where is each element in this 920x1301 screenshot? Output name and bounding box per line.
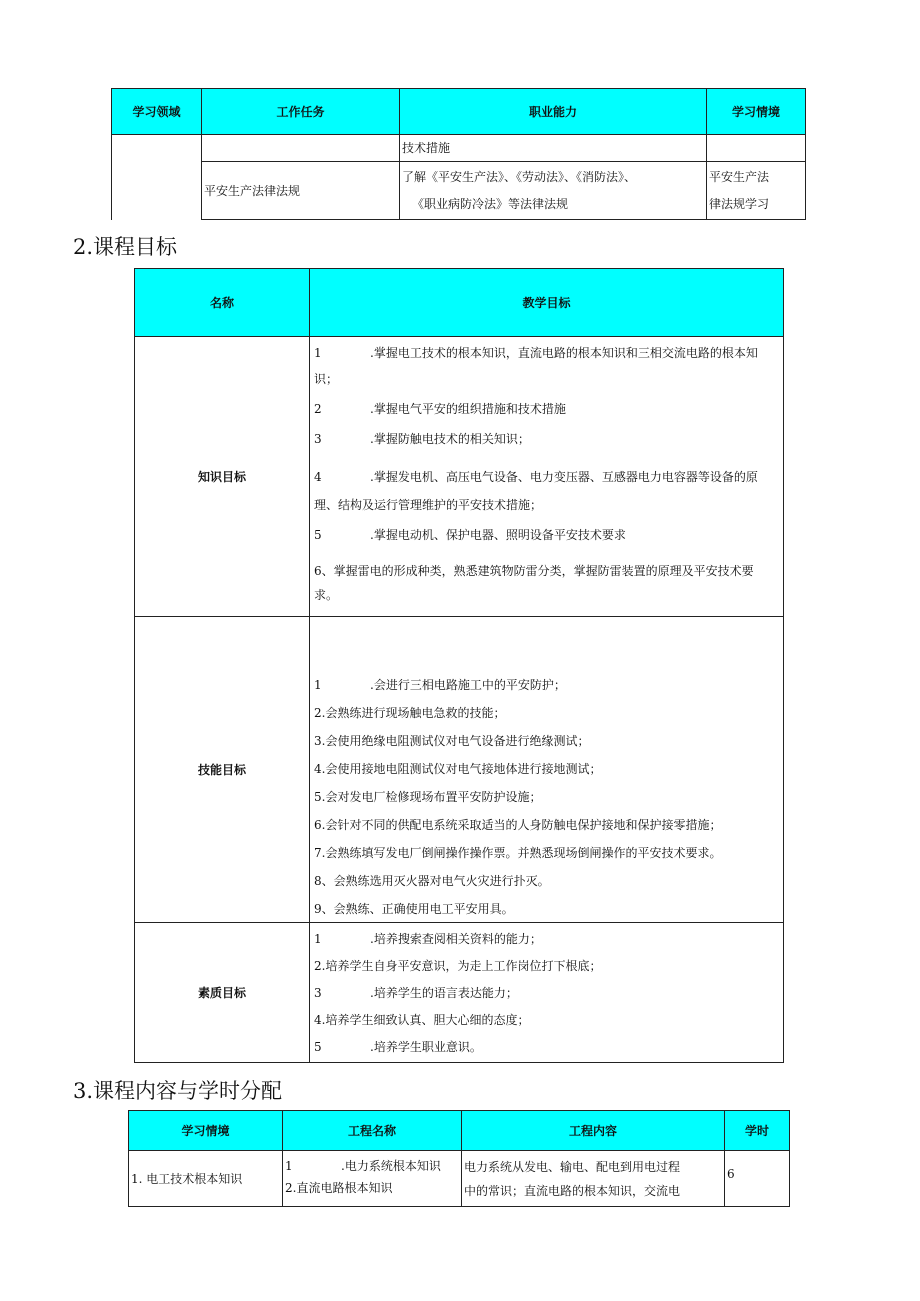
career-table [111, 88, 806, 220]
goal-num: 3 [314, 986, 322, 1000]
goal-text: .掌握电气平安的组织措施和技术措施 [370, 402, 566, 416]
goal-item: 5.会对发电厂检修现场布置平安防护设施； [314, 790, 542, 804]
goal-item: 7.会熟练填写发电厂倒闸操作操作票。并熟悉现场倒闸操作的平安技术要求。 [314, 846, 722, 860]
project-text: .电力系统根本知识 [341, 1159, 441, 1173]
goal-text: .掌握防触电技术的相关知识； [370, 432, 530, 446]
header-hours: 学时 [725, 1111, 790, 1151]
work-task-cell: 平安生产法律法规 [202, 162, 400, 220]
goal-text: .掌握电动机、保护电器、照明设备平安技术要求 [370, 528, 626, 542]
goal-num: 5 [314, 1040, 322, 1054]
situation-cell [707, 162, 806, 220]
goal-num: 2 [314, 402, 322, 416]
goal-item: 2.培养学生自身平安意识，为走上工作岗位打下根底； [314, 959, 602, 973]
ability-line: 《职业病防冷法》等法律法规 [412, 196, 569, 211]
header-work-task: 工作任务 [202, 89, 400, 135]
goal-num: 1 [314, 932, 322, 946]
goal-item [314, 675, 779, 695]
goal-item-cont: 识； [314, 372, 339, 386]
goal-item: 4.培养学生细致认真、胆大心细的态度； [314, 1013, 530, 1027]
ability-line: 了解《平安生产法》、《劳动法》、《消防法》、 [402, 169, 637, 184]
header-name: 名称 [135, 269, 310, 337]
header-learning-situation: 学习情境 [129, 1111, 283, 1151]
situation-line: 律法规学习 [709, 196, 770, 211]
goal-item: 8、会熟练选用灭火器对电气火灾进行扑灭。 [314, 874, 550, 888]
goal-text: .掌握发电机、高压电气设备、电力变压器、互感器电力电容器等设备的原 [370, 470, 758, 484]
goal-item [314, 467, 779, 487]
skill-goal-content [310, 617, 784, 923]
situation-cell: 1. 电工技术根本知识 [129, 1151, 283, 1207]
goal-item: 6.会针对不同的供配电系统采取适当的人身防触电保护接地和保护接零措施； [314, 818, 722, 832]
work-task-cell [202, 135, 400, 162]
goals-table [134, 268, 784, 1063]
project-item: 2.直流电路根本知识 [285, 1181, 393, 1195]
goal-item [314, 525, 779, 545]
header-career-ability: 职业能力 [400, 89, 707, 135]
goal-text: .培养搜索查阅相关资料的能力； [370, 932, 542, 946]
goal-item: 4.会使用接地电阻测试仪对电气接地体进行接地测试； [314, 762, 602, 776]
situation-line: 平安生产法 [709, 169, 770, 184]
goal-item: 3.会使用绝缘电阻测试仪对电气设备进行绝缘测试； [314, 734, 590, 748]
goal-item: 2.会熟练进行现场触电急救的技能； [314, 706, 506, 720]
project-name-cell [283, 1151, 462, 1207]
goal-text: .培养学生的语言表达能力； [370, 986, 518, 1000]
ability-cell [400, 162, 707, 220]
knowledge-goal-content [310, 337, 784, 617]
goal-text: .会进行三相电路施工中的平安防护； [370, 678, 566, 692]
quality-goal-content [310, 923, 784, 1063]
learning-field-cell [112, 135, 202, 220]
goal-item: 9、会熟练、正确使用电工平安用具。 [314, 902, 514, 916]
goal-item [314, 399, 779, 419]
goal-item-cont: 求。 [314, 588, 339, 602]
header-learning-field: 学习领域 [112, 89, 202, 135]
knowledge-goal-label: 知识目标 [135, 337, 310, 617]
goal-text: .培养学生职业意识。 [370, 1040, 482, 1054]
goal-num: 1 [314, 678, 322, 692]
content-line: 中的常识；直流电路的根本知识，交流电 [464, 1184, 681, 1198]
ability-cell: 技术措施 [400, 135, 707, 162]
goal-text: .掌握电工技术的根本知识，直流电路的根本知识和三相交流电路的根本知 [370, 346, 758, 360]
content-table [128, 1110, 790, 1207]
section-title-course-content: 3.课程内容与学时分配 [73, 1079, 283, 1103]
goal-num: 3 [314, 432, 322, 446]
goal-item [314, 929, 779, 949]
section-title-course-goals: 2.课程目标 [73, 235, 178, 259]
goal-item [314, 343, 779, 363]
project-num: 1 [285, 1159, 293, 1173]
quality-goal-label: 素质目标 [135, 923, 310, 1063]
header-learning-situation: 学习情境 [707, 89, 806, 135]
goal-item [314, 983, 779, 1003]
goal-item [314, 429, 779, 449]
goal-item [314, 1037, 779, 1057]
goal-num: 5 [314, 528, 322, 542]
situation-cell [707, 135, 806, 162]
skill-goal-label: 技能目标 [135, 617, 310, 923]
goal-num: 4 [314, 470, 322, 484]
content-line: 电力系统从发电、输电、配电到用电过程 [464, 1160, 681, 1174]
goal-num: 1 [314, 346, 322, 360]
header-teaching-goal: 教学目标 [310, 269, 784, 337]
project-item [285, 1155, 457, 1177]
goal-item: 6、掌握雷电的形成种类，熟悉建筑物防雷分类，掌握防雷装置的原理及平安技术要 [314, 564, 754, 578]
header-project-content: 工程内容 [462, 1111, 725, 1151]
hours-cell: 6 [725, 1151, 790, 1207]
header-project-name: 工程名称 [283, 1111, 462, 1151]
project-content-cell [462, 1151, 725, 1207]
goal-item-cont: 理、结构及运行管理维护的平安技术措施； [314, 498, 543, 512]
